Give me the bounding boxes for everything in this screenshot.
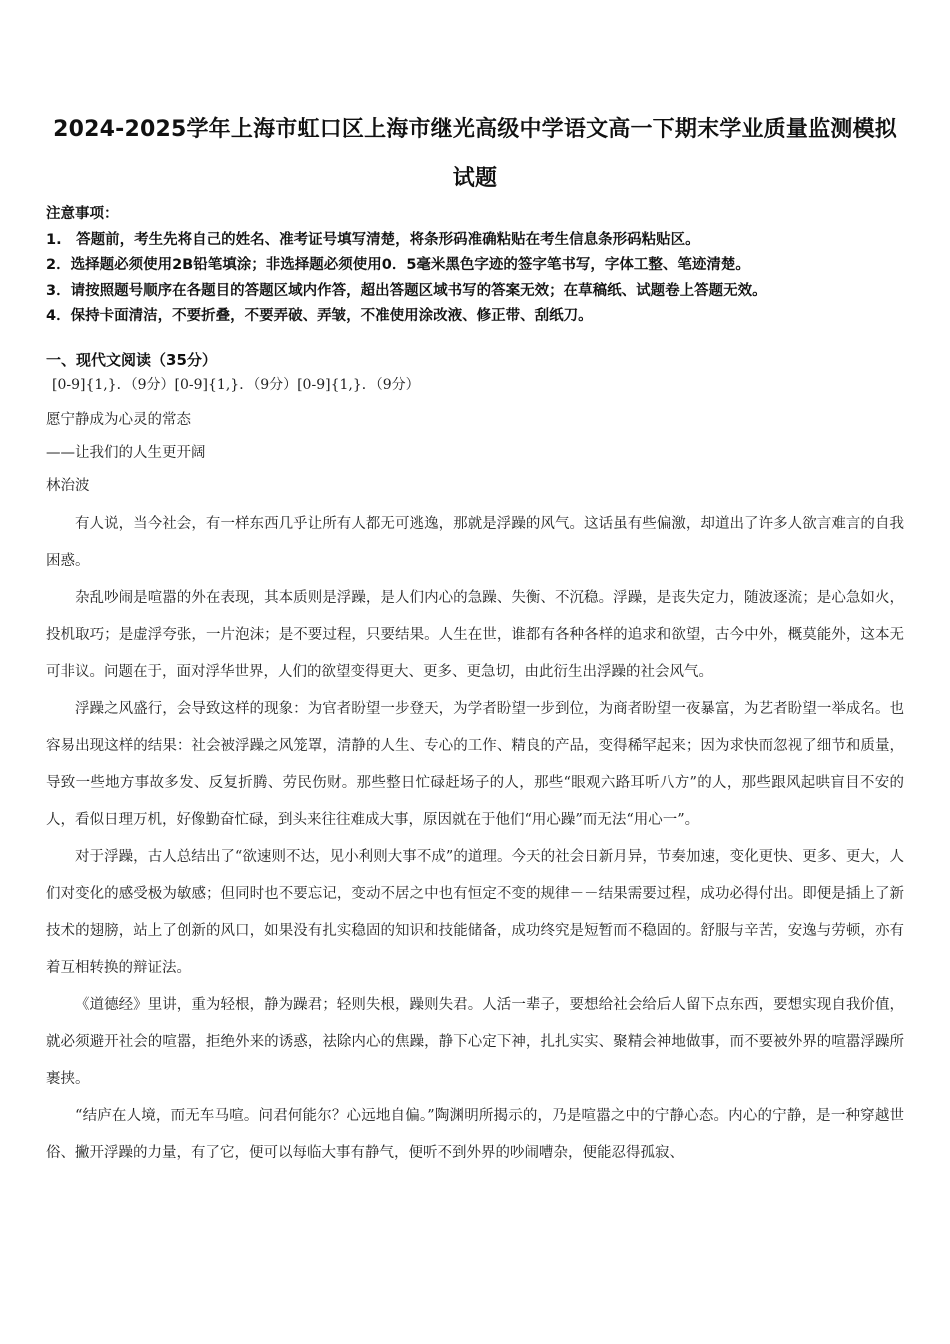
paragraph: 《道德经》里讲，重为轻根，静为躁君；轻则失根，躁则失君。人活一辈子，要想给社会给后人留下点东西，要想实现自我价值，就必须避开社会的喧嚣，拒绝外来的诱惑，祛除内心的焦躁，静下心定下神，扎扎实实、聚精会神地做事，而不要被外界的喧嚣浮躁所裹挟。: [46, 997, 904, 1087]
note-item: 4．保持卡面清洁，不要折叠，不要弄破、弄皱，不准使用涂改液、修正带、刮纸刀。: [46, 308, 593, 324]
paragraph: “结庐在人境，而无车马喧。问君何能尔？心远地自偏。”陶渊明所揭示的，乃是喧嚣之中的宁静心态。内心的宁静，是一种穿越世俗、撇开浮躁的力量，有了它，便可以每临大事有静气，便听不到外界的吵闹嘈杂，便能忍得孤寂、: [46, 1108, 904, 1161]
notes-block: [46, 202, 906, 330]
paragraph: 对于浮躁，古人总结出了“欲速则不达，见小利则大事不成”的道理。今天的社会日新月异，节奏加速，变化更快、更多、更大，人们对变化的感受极为敏感；但同时也不要忘记，变动不居之中也有恒定不变的规律－－结果需要过程，成功必得付出。即便是插上了新技术的翅膀，站上了创新的风口，如果没有扎实稳固的知识和技能储备，成功终究是短暂而不稳固的。舒服与辛苦，安逸与劳顿，亦有着互相转换的辩证法。: [46, 849, 904, 976]
question-scores: [0-9]{1,}．（9分）[0-9]{1,}．（9分）[0-9]{1,}．（9分）: [52, 377, 420, 393]
paragraph: 浮躁之风盛行，会导致这样的现象：为官者盼望一步登天，为学者盼望一步到位，为商者盼望一夜暴富，为艺者盼望一举成名。也容易出现这样的结果：社会被浮躁之风笼罩，清静的人生、专心的工作、精良的产品，变得稀罕起来；因为求快而忽视了细节和质量，导致一些地方事故多发、反复折腾、劳民伤财。那些整日忙碌赶场子的人，那些“眼观六路耳听八方”的人，那些跟风起哄盲目不安的人，看似日理万机，好像勤奋忙碌，到头来往往难成大事，原因就在于他们“用心躁”而无法“用心一”。: [46, 701, 904, 828]
note-item: 2．选择题必须使用2B铅笔填涂；非选择题必须使用0．5毫米黑色字迹的签字笔书写，字体工整、笔迹清楚。: [46, 257, 750, 273]
article-title: 愿宁静成为心灵的常态: [46, 412, 191, 428]
section-heading: 一、现代文阅读（35分）: [46, 351, 217, 369]
article-body: [46, 506, 904, 1172]
article-subtitle: ——让我们的人生更开阔: [46, 445, 206, 461]
article-author: 林治波: [46, 478, 90, 494]
paragraph: 有人说，当今社会，有一样东西几乎让所有人都无可逃逸，那就是浮躁的风气。这话虽有些偏激，却道出了许多人欲言难言的自我困惑。: [46, 516, 904, 569]
note-item: 1. 答题前，考生先将自己的姓名、准考证号填写清楚，将条形码准确粘贴在考生信息条形码粘贴区。: [46, 231, 700, 248]
note-item: 3．请按照题号顺序在各题目的答题区域内作答，超出答题区域书写的答案无效；在草稿纸、试题卷上答题无效。: [46, 282, 767, 299]
page-title-continued: 试题: [452, 166, 498, 191]
page-title: 2024-2025学年上海市虹口区上海市继光高级中学语文高一下期末学业质量监测模拟: [53, 117, 897, 142]
paragraph: 杂乱吵闹是喧嚣的外在表现，其本质则是浮躁，是人们内心的急躁、失衡、不沉稳。浮躁，是丧失定力，随波逐流；是心急如火，投机取巧；是虚浮夸张，一片泡沫；是不要过程，只要结果。人生在世，谁都有各种各样的追求和欲望，古今中外，概莫能外，这本无可非议。问题在于，面对浮华世界，人们的欲望变得更大、更多、更急切，由此衍生出浮躁的社会风气。: [46, 590, 904, 680]
notes-heading: 注意事项：: [46, 206, 119, 222]
